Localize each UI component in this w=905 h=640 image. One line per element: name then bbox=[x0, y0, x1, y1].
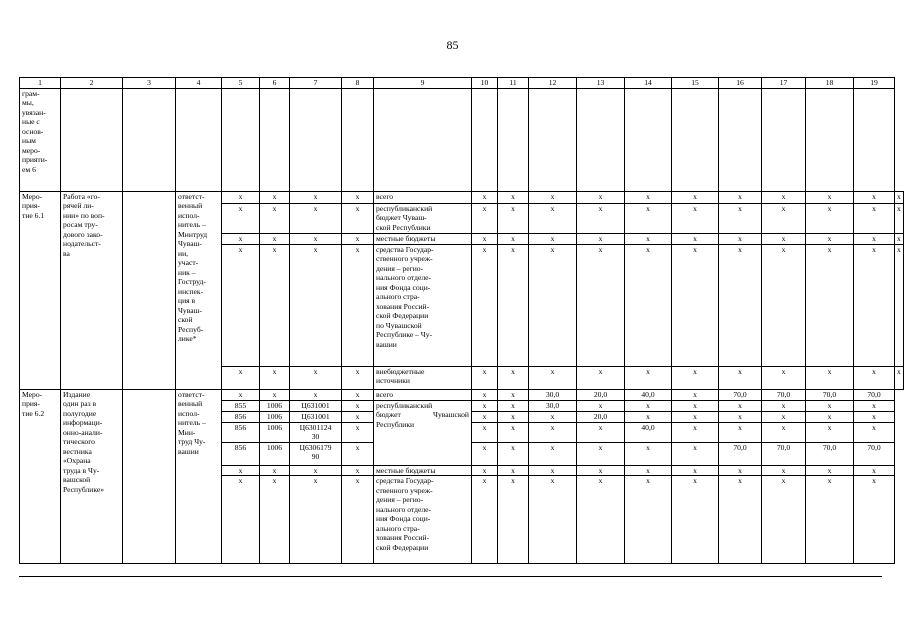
table-row bbox=[20, 191, 904, 203]
value-cell: x bbox=[577, 476, 625, 564]
code-cell: x bbox=[260, 203, 290, 233]
value-cell: x bbox=[806, 366, 854, 389]
value-cell: x bbox=[854, 476, 895, 564]
empty-cell bbox=[61, 88, 123, 191]
responsible-executor: ответст- венный испол- нитель – Минтруд Чуваш- ии, участ- ник – Гоструд- инспек- ция в Чуваш- ской Респуб- лике* bbox=[176, 191, 222, 389]
empty-cell bbox=[472, 88, 498, 191]
value-cell: x bbox=[625, 191, 672, 203]
code-cell: x bbox=[290, 366, 342, 389]
value-cell: x bbox=[806, 203, 854, 233]
measure-name: Меро- прия- тие 6.2 bbox=[20, 389, 61, 564]
value-cell: x bbox=[472, 191, 498, 203]
code-cell: x bbox=[260, 233, 290, 244]
value-cell: x bbox=[672, 233, 719, 244]
funding-source: местные бюджеты bbox=[374, 233, 472, 244]
value-cell: 30,0 bbox=[529, 389, 577, 400]
program-link-cell: грам- мы, увязан- ные с основ- ным меро- прияти- ем 6 bbox=[20, 88, 61, 191]
value-cell: x bbox=[625, 233, 672, 244]
value-cell: 70,0 bbox=[762, 389, 806, 400]
funding-source: внебюджетные источники bbox=[374, 366, 472, 389]
value-cell: x bbox=[719, 233, 762, 244]
value-cell: x bbox=[498, 411, 529, 422]
value-cell: x bbox=[498, 233, 529, 244]
empty-cell bbox=[260, 88, 290, 191]
value-cell: x bbox=[719, 465, 762, 476]
value-cell: x bbox=[762, 400, 806, 411]
funding-source: республиканский бюджет Чувашской Республики bbox=[374, 400, 472, 465]
empty-cell bbox=[123, 389, 176, 564]
code-cell: x bbox=[290, 389, 342, 400]
value-cell: x bbox=[529, 442, 577, 465]
value-cell: 70,0 bbox=[854, 442, 895, 465]
value-cell: x bbox=[498, 244, 529, 366]
value-cell: x bbox=[529, 366, 577, 389]
value-cell: x bbox=[672, 442, 719, 465]
value-cell: x bbox=[529, 203, 577, 233]
value-cell: x bbox=[472, 465, 498, 476]
value-cell: x bbox=[625, 203, 672, 233]
value-cell: x bbox=[895, 203, 904, 233]
code-cell: x bbox=[222, 389, 260, 400]
code-cell: x bbox=[290, 233, 342, 244]
column-header: 4 bbox=[176, 78, 222, 89]
value-cell: x bbox=[625, 366, 672, 389]
code-cell: x bbox=[260, 476, 290, 564]
value-cell: x bbox=[672, 203, 719, 233]
value-cell: x bbox=[472, 233, 498, 244]
responsible-executor: ответст- венный испол- нитель – Мин- труд Чу- вашии bbox=[176, 389, 222, 564]
value-cell: x bbox=[895, 366, 904, 389]
value-cell: x bbox=[625, 465, 672, 476]
funding-source: всего bbox=[374, 191, 472, 203]
value-cell: 70,0 bbox=[719, 389, 762, 400]
measure-name: Меро- прия- тие 6.1 bbox=[20, 191, 61, 389]
funding-source: средства Государ- ственного учреж- дения – регио- нального отделе- ния Фонда соци- ального стра- хования Россий- ской Федерации по Чувашской Республике – Чу- вашии bbox=[374, 244, 472, 366]
value-cell: 70,0 bbox=[806, 389, 854, 400]
value-cell: x bbox=[472, 422, 498, 442]
value-cell: x bbox=[529, 476, 577, 564]
value-cell: x bbox=[498, 203, 529, 233]
code-cell: x bbox=[290, 244, 342, 366]
code-cell: x bbox=[260, 191, 290, 203]
column-header: 15 bbox=[672, 78, 719, 89]
value-cell: x bbox=[806, 465, 854, 476]
table-row bbox=[20, 389, 904, 400]
value-cell: x bbox=[806, 411, 854, 422]
column-header: 16 bbox=[719, 78, 762, 89]
value-cell: x bbox=[577, 422, 625, 442]
column-header: 10 bbox=[472, 78, 498, 89]
value-cell: 70,0 bbox=[806, 442, 854, 465]
code-cell: x bbox=[222, 203, 260, 233]
value-cell: x bbox=[806, 191, 854, 203]
value-cell: x bbox=[672, 400, 719, 411]
funding-source: местные бюджеты bbox=[374, 465, 472, 476]
code-cell: x bbox=[342, 233, 374, 244]
code-cell: x bbox=[222, 476, 260, 564]
column-header: 8 bbox=[342, 78, 374, 89]
value-cell: x bbox=[529, 244, 577, 366]
value-cell: x bbox=[672, 191, 719, 203]
value-cell: x bbox=[854, 233, 895, 244]
value-cell: x bbox=[672, 476, 719, 564]
code-cell: x bbox=[260, 465, 290, 476]
value-cell: x bbox=[529, 411, 577, 422]
value-cell: x bbox=[472, 389, 498, 400]
value-cell: 40,0 bbox=[625, 389, 672, 400]
code-cell: 856 bbox=[222, 411, 260, 422]
value-cell: x bbox=[577, 233, 625, 244]
value-cell: x bbox=[762, 244, 806, 366]
value-cell: x bbox=[625, 442, 672, 465]
value-cell: x bbox=[672, 389, 719, 400]
code-cell: x bbox=[342, 400, 374, 411]
value-cell: x bbox=[672, 411, 719, 422]
code-cell: x bbox=[342, 411, 374, 422]
value-cell: x bbox=[854, 465, 895, 476]
code-cell: 1006 bbox=[260, 422, 290, 442]
code-cell: x bbox=[342, 476, 374, 564]
funding-source: средства Государ- ственного учреж- дения – регио- нального отделе- ния Фонда соци- ального стра- хования Россий- ской Федерации bbox=[374, 476, 472, 564]
code-cell: x bbox=[260, 389, 290, 400]
value-cell: x bbox=[529, 465, 577, 476]
value-cell: x bbox=[854, 400, 895, 411]
code-cell: 1006 bbox=[260, 400, 290, 411]
column-header: 5 bbox=[222, 78, 260, 89]
empty-cell bbox=[222, 88, 260, 191]
value-cell: x bbox=[806, 476, 854, 564]
code-cell: x bbox=[260, 366, 290, 389]
value-cell: x bbox=[625, 244, 672, 366]
code-cell: 1006 bbox=[260, 411, 290, 422]
empty-cell bbox=[806, 88, 854, 191]
value-cell: x bbox=[719, 476, 762, 564]
empty-cell bbox=[625, 88, 672, 191]
value-cell: x bbox=[529, 422, 577, 442]
value-cell: x bbox=[672, 244, 719, 366]
value-cell: x bbox=[806, 233, 854, 244]
value-cell: x bbox=[854, 366, 895, 389]
value-cell: x bbox=[719, 411, 762, 422]
code-cell: x bbox=[290, 191, 342, 203]
code-cell: 856 bbox=[222, 442, 260, 465]
empty-cell bbox=[854, 88, 895, 191]
value-cell: 40,0 bbox=[625, 422, 672, 442]
column-header: 7 bbox=[290, 78, 342, 89]
measure-description: Работа «го- рячей ли- нии» по воп- росам тру- дового зако- нодательст- ва bbox=[61, 191, 123, 389]
value-cell: x bbox=[472, 411, 498, 422]
value-cell: x bbox=[762, 366, 806, 389]
empty-cell bbox=[719, 88, 762, 191]
value-cell: x bbox=[672, 366, 719, 389]
code-cell: Ц631001 bbox=[290, 400, 342, 411]
value-cell: x bbox=[719, 244, 762, 366]
value-cell: x bbox=[472, 476, 498, 564]
code-cell: x bbox=[342, 422, 374, 442]
value-cell: x bbox=[762, 411, 806, 422]
value-cell: x bbox=[577, 203, 625, 233]
code-cell: Ц6301124 30 bbox=[290, 422, 342, 442]
code-cell: Ц631001 bbox=[290, 411, 342, 422]
value-cell: x bbox=[719, 422, 762, 442]
value-cell: x bbox=[719, 366, 762, 389]
value-cell: x bbox=[806, 244, 854, 366]
value-cell: x bbox=[472, 203, 498, 233]
value-cell: x bbox=[472, 244, 498, 366]
value-cell: 20,0 bbox=[577, 411, 625, 422]
value-cell: x bbox=[762, 203, 806, 233]
column-header: 18 bbox=[806, 78, 854, 89]
funding-source: республиканский бюджет Чуваш- ской Республики bbox=[374, 203, 472, 233]
value-cell: x bbox=[498, 366, 529, 389]
empty-cell bbox=[342, 88, 374, 191]
value-cell: x bbox=[854, 411, 895, 422]
page-number: 85 bbox=[446, 38, 459, 52]
measure-description: Издание один раз в полугодие информаци- онно-анали- тического вестника «Охрана труда в Чу- вашской Республике» bbox=[61, 389, 123, 564]
column-header: 3 bbox=[123, 78, 176, 89]
value-cell: x bbox=[577, 244, 625, 366]
value-cell: 30,0 bbox=[529, 400, 577, 411]
code-cell: 1006 bbox=[260, 442, 290, 465]
value-cell: x bbox=[498, 389, 529, 400]
code-cell: x bbox=[342, 442, 374, 465]
column-header: 6 bbox=[260, 78, 290, 89]
value-cell: x bbox=[854, 191, 895, 203]
column-header: 14 bbox=[625, 78, 672, 89]
value-cell: x bbox=[498, 191, 529, 203]
table-row bbox=[20, 88, 904, 191]
value-cell: x bbox=[498, 465, 529, 476]
value-cell: x bbox=[806, 400, 854, 411]
code-cell: 856 bbox=[222, 422, 260, 442]
value-cell: x bbox=[472, 366, 498, 389]
column-header: 9 bbox=[374, 78, 472, 89]
value-cell: x bbox=[762, 476, 806, 564]
value-cell: x bbox=[672, 422, 719, 442]
value-cell: x bbox=[672, 465, 719, 476]
code-cell: Ц6306179 90 bbox=[290, 442, 342, 465]
code-cell: x bbox=[342, 244, 374, 366]
value-cell: x bbox=[577, 366, 625, 389]
value-cell: 70,0 bbox=[762, 442, 806, 465]
value-cell: x bbox=[854, 203, 895, 233]
value-cell: x bbox=[762, 465, 806, 476]
value-cell: x bbox=[762, 422, 806, 442]
code-cell: x bbox=[260, 244, 290, 366]
column-header: 13 bbox=[577, 78, 625, 89]
code-cell: 855 bbox=[222, 400, 260, 411]
code-cell: x bbox=[290, 476, 342, 564]
code-cell: x bbox=[222, 465, 260, 476]
budget-table bbox=[19, 77, 904, 564]
value-cell: x bbox=[854, 244, 895, 366]
column-header: 2 bbox=[61, 78, 123, 89]
code-cell: x bbox=[222, 366, 260, 389]
value-cell: x bbox=[498, 422, 529, 442]
empty-cell bbox=[123, 88, 176, 191]
value-cell: x bbox=[472, 442, 498, 465]
empty-cell bbox=[374, 88, 472, 191]
column-header: 11 bbox=[498, 78, 529, 89]
value-cell: 70,0 bbox=[854, 389, 895, 400]
table-row bbox=[20, 78, 904, 89]
empty-cell bbox=[577, 88, 625, 191]
empty-cell bbox=[123, 191, 176, 389]
code-cell: x bbox=[222, 191, 260, 203]
value-cell: x bbox=[498, 442, 529, 465]
value-cell: x bbox=[806, 422, 854, 442]
value-cell: 70,0 bbox=[719, 442, 762, 465]
code-cell: x bbox=[342, 191, 374, 203]
code-cell: x bbox=[342, 203, 374, 233]
table-body bbox=[20, 78, 904, 564]
value-cell: x bbox=[719, 191, 762, 203]
table-bottom-line bbox=[19, 576, 882, 577]
code-cell: x bbox=[222, 233, 260, 244]
column-header: 19 bbox=[854, 78, 895, 89]
empty-cell bbox=[672, 88, 719, 191]
value-cell: x bbox=[577, 442, 625, 465]
funding-source: всего bbox=[374, 389, 472, 400]
value-cell: x bbox=[529, 191, 577, 203]
empty-cell bbox=[176, 88, 222, 191]
code-cell: x bbox=[342, 465, 374, 476]
value-cell: x bbox=[895, 244, 904, 366]
value-cell: x bbox=[762, 191, 806, 203]
value-cell: x bbox=[472, 400, 498, 411]
empty-cell bbox=[498, 88, 529, 191]
column-header: 1 bbox=[20, 78, 61, 89]
code-cell: x bbox=[342, 366, 374, 389]
code-cell: x bbox=[290, 203, 342, 233]
empty-cell bbox=[762, 88, 806, 191]
value-cell: x bbox=[625, 476, 672, 564]
value-cell: x bbox=[577, 400, 625, 411]
value-cell: x bbox=[498, 400, 529, 411]
value-cell: x bbox=[498, 476, 529, 564]
empty-cell bbox=[529, 88, 577, 191]
code-cell: x bbox=[342, 389, 374, 400]
value-cell: 20,0 bbox=[577, 389, 625, 400]
value-cell: x bbox=[854, 422, 895, 442]
code-cell: x bbox=[290, 465, 342, 476]
value-cell: x bbox=[625, 400, 672, 411]
value-cell: x bbox=[762, 233, 806, 244]
value-cell: x bbox=[577, 465, 625, 476]
code-cell: x bbox=[222, 244, 260, 366]
value-cell: x bbox=[895, 233, 904, 244]
empty-cell bbox=[290, 88, 342, 191]
value-cell: x bbox=[577, 191, 625, 203]
column-header: 17 bbox=[762, 78, 806, 89]
value-cell: x bbox=[719, 203, 762, 233]
value-cell: x bbox=[895, 191, 904, 203]
column-header: 12 bbox=[529, 78, 577, 89]
value-cell: x bbox=[625, 411, 672, 422]
value-cell: x bbox=[719, 400, 762, 411]
value-cell: x bbox=[529, 233, 577, 244]
